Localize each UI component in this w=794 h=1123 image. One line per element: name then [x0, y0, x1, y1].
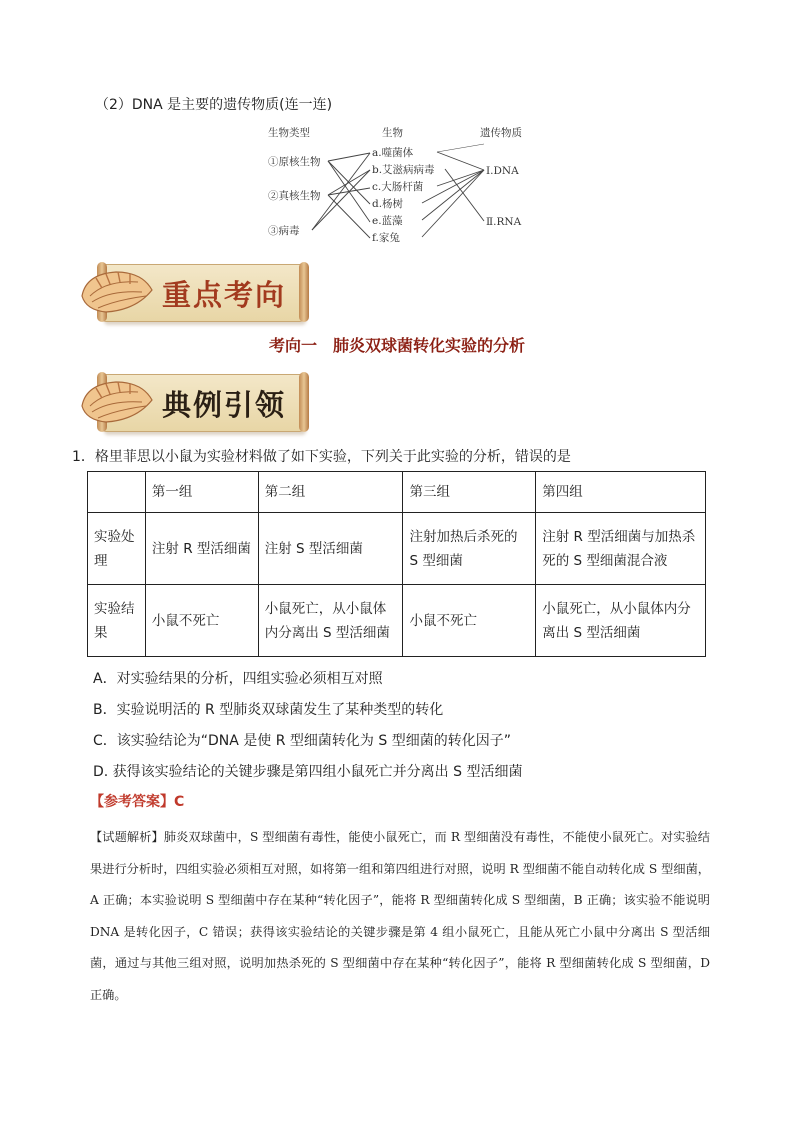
table-header-cell: 第三组 [403, 472, 536, 513]
table-header-cell: 第四组 [536, 472, 706, 513]
conch-shell-icon [76, 376, 156, 426]
table-cell: 小鼠死亡，从小鼠体内分离出 S 型活细菌 [258, 585, 403, 657]
answer-analysis: 【试题解析】肺炎双球菌中，S 型细菌有毒性，能使小鼠死亡，而 R 型细菌没有毒性，不能使小鼠死亡。对实验结果进行分析时，四组实验必须相互对照，如将第一组和第四组进行对照，说明 R 型细菌不能自动转化成 S 型细菌，A 正确；本实验说明 S 型细菌中存在某种“转化因子”，能将 R 型细菌转化成 S 型细菌，B 正确；该实验不能说明 DNA 是转化因子，C 错误；获得该实验结论的关键步骤是第 4 组小鼠死亡，且能从死亡小鼠中分离出 S 型活细菌，通过与其他三组对照，说明加热杀死的 S 型细菌中存在某种“转化因子”，能将 R 型细菌转化成 S 型细菌，D 正确。 [90, 830, 710, 1002]
table-cell: 小鼠不死亡 [403, 585, 536, 657]
material-dna: Ⅰ.DNA [486, 165, 519, 177]
table-header-row [88, 472, 706, 513]
organism-a: a.噬菌体 [372, 147, 414, 159]
link-line [422, 170, 484, 220]
material-rna: Ⅱ.RNA [486, 216, 522, 228]
organism-e: e.蓝藻 [372, 215, 403, 227]
link-line [437, 144, 484, 152]
table-header-cell [88, 472, 146, 513]
diagram-header-type: 生物类型 [268, 127, 310, 139]
type-eukaryote: ②真核生物 [268, 190, 321, 202]
focus-banner-title: 重点考向 [162, 278, 287, 312]
organism-d: d.杨树 [372, 198, 404, 210]
table-cell: 实验处理 [88, 513, 146, 585]
table-cell: 小鼠死亡，从小鼠体内分离出 S 型活细菌 [536, 585, 706, 657]
focus-banner [76, 260, 306, 324]
table-header-cell: 第二组 [258, 472, 403, 513]
organism-b: b.艾滋病病毒 [372, 164, 435, 176]
table-header-cell: 第一组 [145, 472, 258, 513]
q2-title: （2）DNA 是主要的遗传物质(连一连) [95, 97, 333, 113]
link-line [328, 153, 370, 161]
table-cell: 实验结果 [88, 585, 146, 657]
link-line [312, 153, 370, 230]
matching-diagram [262, 124, 552, 254]
table-cell: 注射 R 型活细菌与加热杀死的 S 型细菌混合液 [536, 513, 706, 585]
link-line [328, 195, 370, 238]
organism-c: c.大肠杆菌 [372, 181, 424, 193]
diagram-header-organism: 生物 [382, 127, 403, 139]
table-row [88, 513, 706, 585]
table-cell: 注射 S 型活细菌 [258, 513, 403, 585]
question-stem: 1．格里菲思以小鼠为实验材料做了如下实验，下列关于此实验的分析，错误的是 [72, 449, 571, 465]
conch-shell-icon [76, 266, 156, 316]
section-title: 考向一 肺炎双球菌转化实验的分析 [268, 336, 525, 355]
option-b: B．实验说明活的 R 型肺炎双球菌发生了某种类型的转化 [93, 702, 444, 718]
diagram-header-material: 遗传物质 [480, 127, 522, 139]
example-banner-title: 典例引领 [162, 388, 287, 422]
option-a: A．对实验结果的分析，四组实验必须相互对照 [93, 671, 383, 687]
table-cell: 注射加热后杀死的 S 型细菌 [403, 513, 536, 585]
link-line [437, 152, 484, 170]
reference-answer: 【参考答案】C [90, 794, 185, 810]
option-c: C．该实验结论为“DNA 是使 R 型细菌转化为 S 型细菌的转化因子” [93, 733, 511, 749]
type-prokaryote: ①原核生物 [268, 156, 321, 168]
link-line [312, 170, 370, 230]
table-cell: 小鼠不死亡 [145, 585, 258, 657]
table-cell: 注射 R 型活细菌 [145, 513, 258, 585]
example-banner [76, 370, 306, 434]
table-row [88, 585, 706, 657]
option-d: D. 获得该实验结论的关键步骤是第四组小鼠死亡并分离出 S 型活细菌 [93, 764, 523, 780]
experiment-table [87, 471, 706, 657]
organism-f: f.家兔 [372, 232, 400, 244]
type-virus: ③病毒 [268, 225, 300, 237]
